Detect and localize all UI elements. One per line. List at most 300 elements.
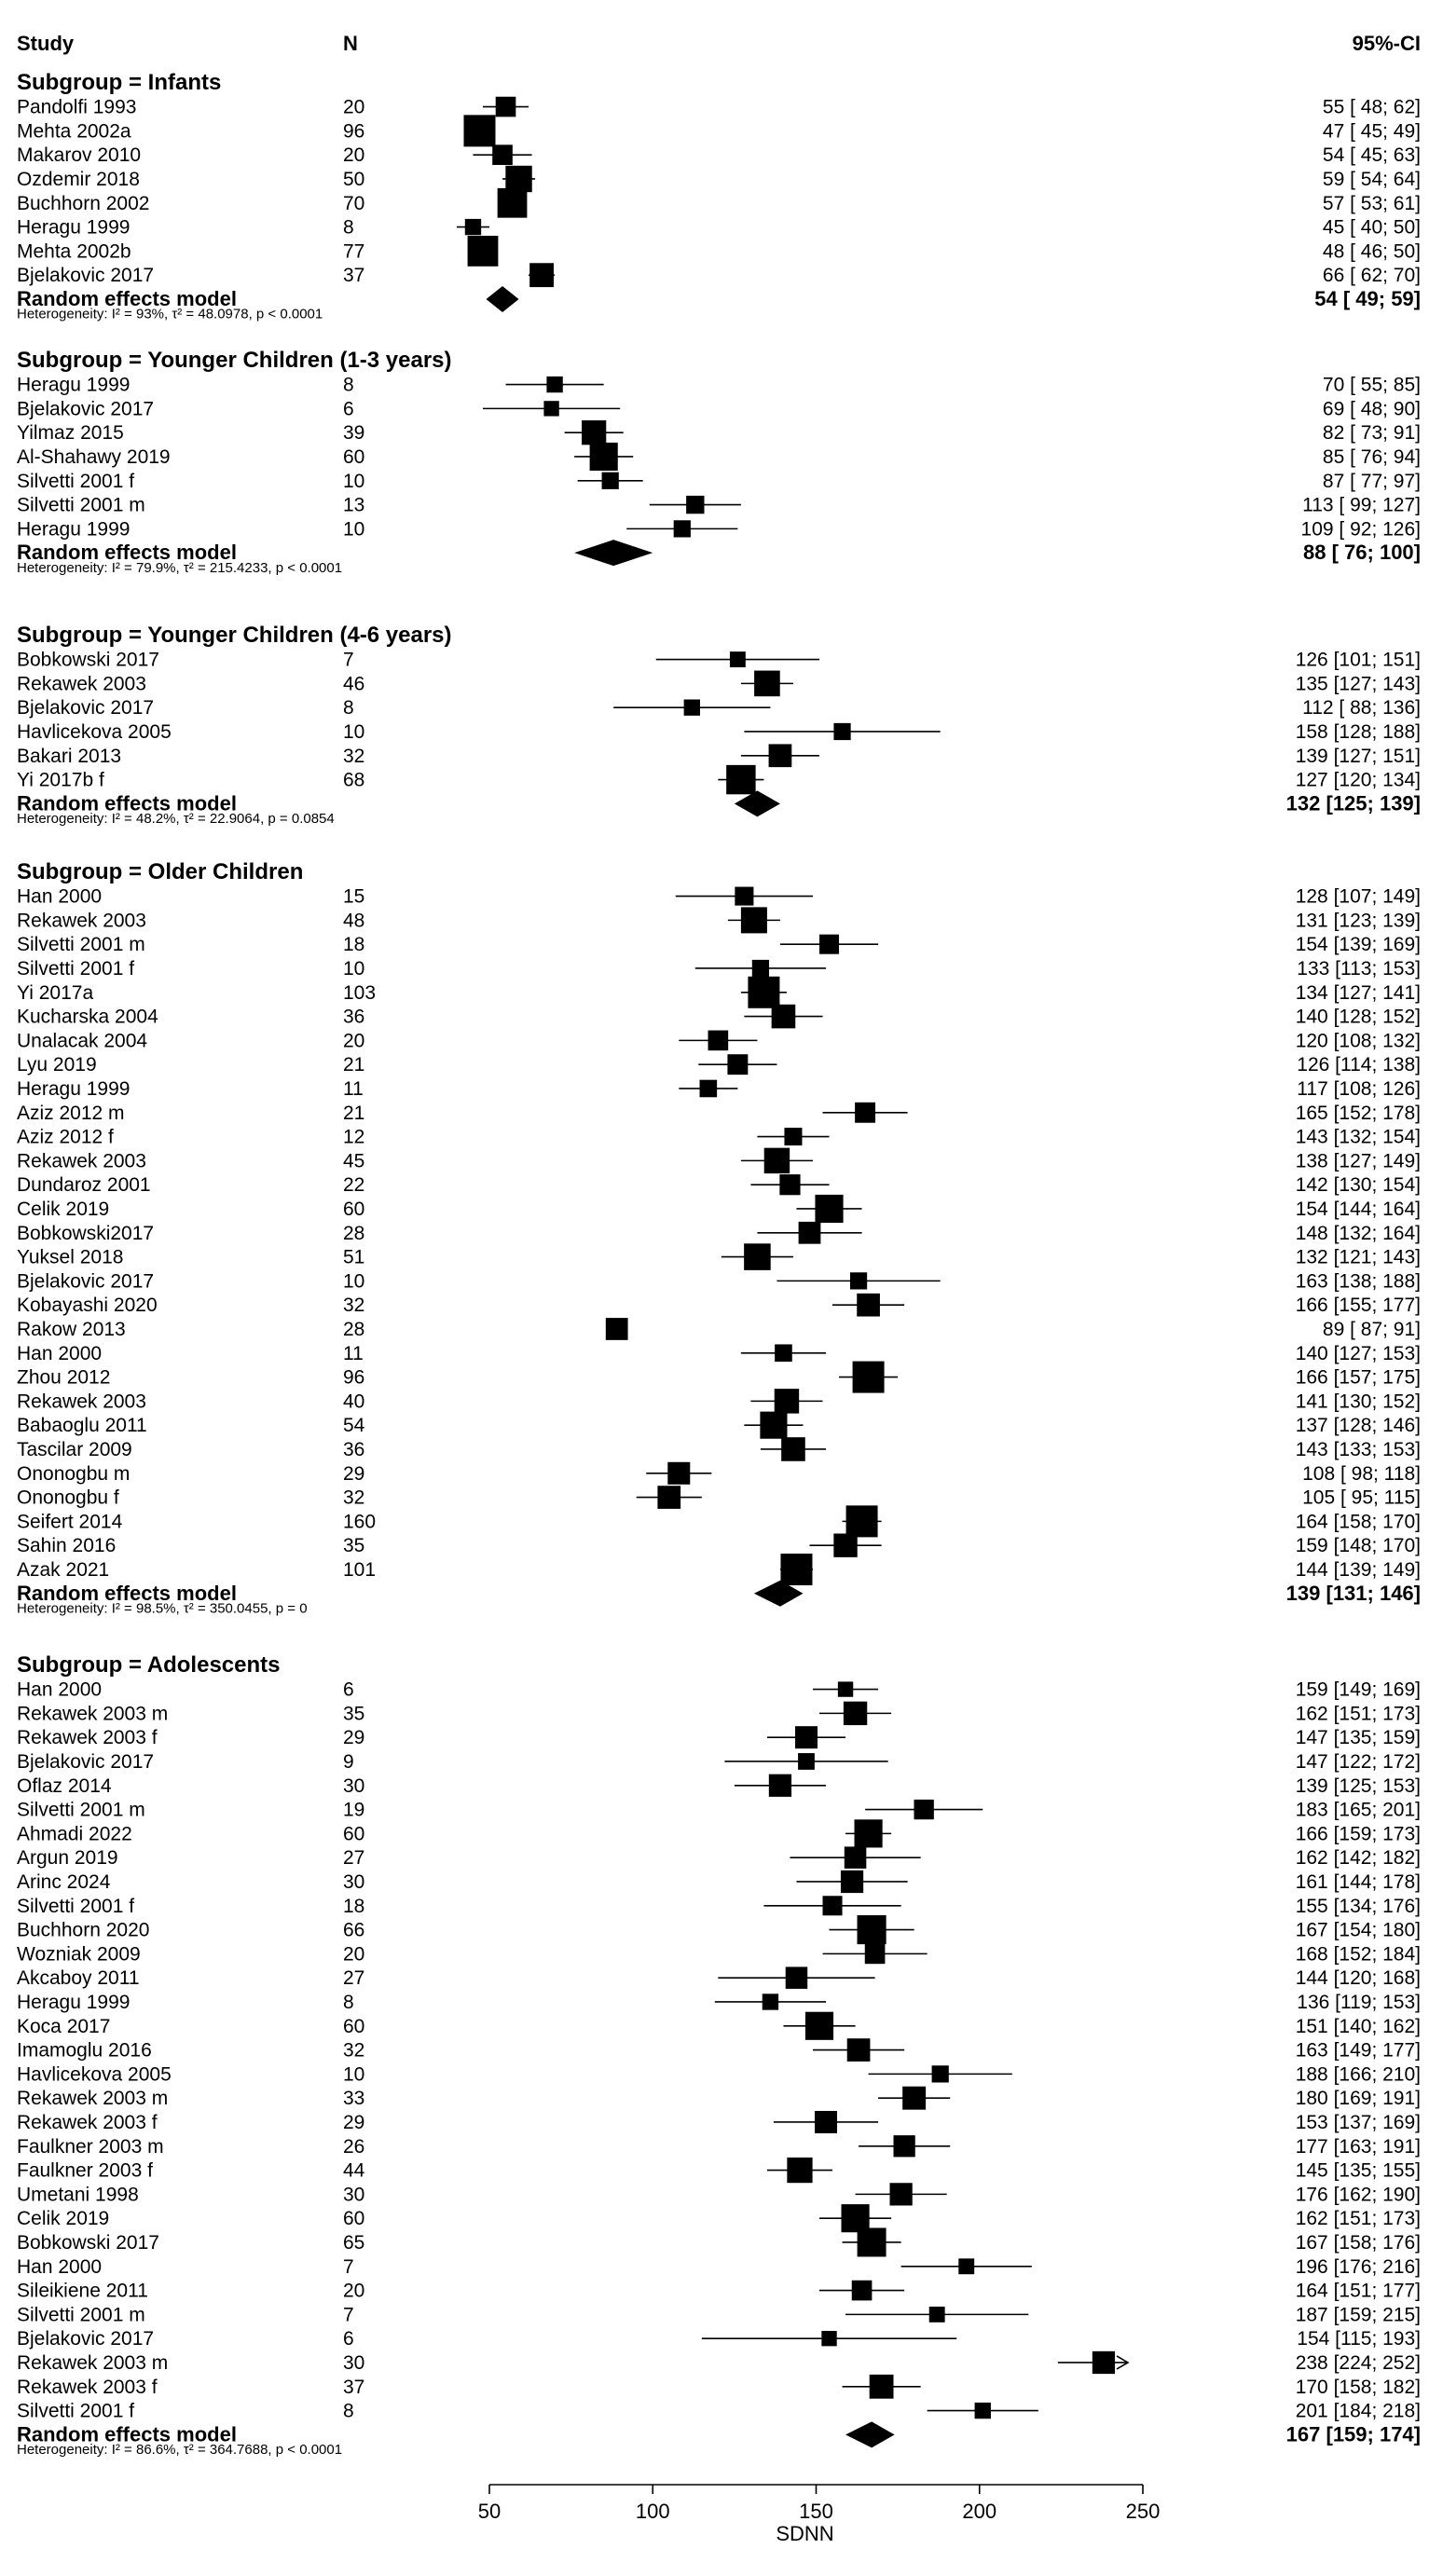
study-n: 29 [343, 2111, 365, 2133]
study-name: Akcaboy 2011 [17, 1967, 140, 1990]
study-name: Koca 2017 [17, 2015, 111, 2037]
study-name: Han 2000 [17, 885, 103, 908]
study-box [496, 97, 516, 117]
study-ci: 162 [151; 173] [1295, 1703, 1421, 1725]
study-ci: 47 [ 45; 49] [1322, 120, 1421, 143]
study-n: 60 [343, 445, 365, 468]
study-ci: 154 [115; 193] [1297, 2328, 1421, 2350]
study-name: Silvetti 2001 m [17, 934, 145, 956]
study-ci: 105 [ 95; 115] [1302, 1487, 1421, 1509]
study-name: Bjelakovic 2017 [17, 398, 155, 420]
study-box [744, 1243, 771, 1270]
study-ci: 89 [ 87; 91] [1322, 1318, 1421, 1340]
study-name: Umetani 1998 [17, 2184, 139, 2206]
study-ci: 154 [144; 164] [1295, 1198, 1421, 1220]
study-ci: 136 [119; 153] [1297, 1991, 1421, 2013]
study-ci: 108 [ 98; 118] [1302, 1462, 1421, 1485]
study-n: 15 [343, 885, 365, 908]
study-name: Buchhorn 2020 [17, 1919, 150, 1941]
study-name: Unalacak 2004 [17, 1030, 148, 1052]
subgroup-4 [17, 1652, 1421, 2458]
study-ci: 139 [127; 151] [1295, 745, 1421, 767]
study-name: Heragu 1999 [17, 216, 131, 239]
study-box [857, 1294, 880, 1317]
study-name: Celik 2019 [17, 2208, 110, 2230]
study-n: 50 [343, 168, 365, 190]
study-name: Dundaroz 2001 [17, 1174, 151, 1197]
study-name: Makarov 2010 [17, 144, 142, 167]
study-box [787, 2158, 812, 2183]
study-ci: 177 [163; 191] [1295, 2135, 1421, 2158]
study-name: Bjelakovic 2017 [17, 2328, 155, 2350]
study-name: Faulkner 2003 f [17, 2159, 153, 2182]
study-ci: 45 [ 40; 50] [1322, 216, 1421, 239]
study-n: 19 [343, 1799, 365, 1821]
study-ci: 135 [127; 143] [1295, 673, 1421, 695]
study-name: Bjelakovic 2017 [17, 1270, 155, 1293]
study-name: Lyu 2019 [17, 1054, 97, 1076]
study-n: 60 [343, 1198, 365, 1220]
study-box [492, 144, 513, 165]
study-box [726, 765, 755, 794]
study-n: 9 [343, 1750, 354, 1773]
study-n: 32 [343, 2039, 365, 2062]
study-ci: 161 [144; 178] [1295, 1870, 1421, 1893]
study-name: Sahin 2016 [17, 1535, 117, 1557]
study-n: 46 [343, 673, 365, 695]
study-name: Pandolfi 1993 [17, 96, 137, 118]
x-tick-label: 100 [635, 2500, 670, 2523]
study-box [846, 1505, 878, 1537]
study-box [775, 1389, 799, 1413]
study-n: 37 [343, 265, 365, 287]
study-box [546, 377, 562, 392]
study-name: Zhou 2012 [17, 1366, 111, 1389]
study-ci: 120 [108; 132] [1295, 1030, 1421, 1052]
study-box [894, 2135, 915, 2157]
study-n: 20 [343, 1030, 365, 1052]
study-ci: 143 [133; 153] [1295, 1438, 1421, 1460]
study-ci: 166 [157; 175] [1295, 1366, 1421, 1389]
study-n: 8 [343, 2400, 354, 2422]
study-ci: 180 [169; 191] [1295, 2088, 1421, 2110]
study-n: 10 [343, 1270, 365, 1293]
study-n: 21 [343, 1102, 365, 1124]
study-name: Babaoglu 2011 [17, 1415, 147, 1437]
study-n: 29 [343, 1462, 365, 1485]
study-ci: 82 [ 73; 91] [1322, 422, 1421, 445]
pooled-label: Random effects model [17, 2422, 237, 2446]
x-tick-label: 150 [799, 2500, 833, 2523]
study-name: Rekawek 2003 m [17, 1703, 169, 1725]
study-n: 27 [343, 1847, 365, 1870]
study-ci: 54 [ 45; 63] [1322, 144, 1421, 167]
pooled-ci: 139 [131; 146] [1285, 1581, 1421, 1605]
study-box [730, 651, 746, 667]
study-ci: 238 [224; 252] [1295, 2351, 1421, 2374]
study-name: Silvetti 2001 f [17, 470, 135, 492]
study-ci: 138 [127; 149] [1295, 1150, 1421, 1172]
study-box [855, 1103, 875, 1123]
heterogeneity-text: Heterogeneity: I² = 48.2%, τ² = 22.9064, p = 0.0854 [17, 810, 335, 827]
study-ci: 196 [176; 216] [1295, 2255, 1421, 2278]
study-name: Silvetti 2001 f [17, 1895, 135, 1917]
study-name: Ononogbu f [17, 1487, 119, 1509]
study-ci: 137 [128; 146] [1295, 1415, 1421, 1437]
study-box [852, 2281, 873, 2301]
study-ci: 132 [121; 143] [1295, 1246, 1421, 1268]
study-ci: 166 [159; 173] [1295, 1823, 1421, 1845]
pooled-ci: 88 [ 76; 100] [1303, 541, 1421, 565]
study-ci: 87 [ 77; 97] [1322, 470, 1421, 492]
study-n: 36 [343, 1438, 365, 1460]
study-box [764, 1148, 790, 1173]
study-ci: 126 [114; 138] [1297, 1054, 1421, 1076]
study-box [465, 219, 481, 235]
study-box [708, 1031, 729, 1051]
study-n: 44 [343, 2159, 365, 2182]
study-n: 8 [343, 374, 354, 396]
study-n: 36 [343, 1006, 365, 1028]
study-box [799, 1222, 821, 1244]
study-ci: 164 [158; 170] [1295, 1511, 1421, 1533]
study-name: Rekawek 2003 f [17, 1727, 158, 1749]
study-n: 30 [343, 2351, 365, 2374]
study-name: Bobkowski 2017 [17, 2231, 159, 2254]
study-name: Bobkowski 2017 [17, 649, 159, 671]
study-name: Bjelakovic 2017 [17, 697, 155, 719]
study-name: Bjelakovic 2017 [17, 1750, 155, 1773]
study-ci: 128 [107; 149] [1295, 885, 1421, 908]
study-box [932, 2065, 949, 2082]
study-box [805, 2012, 833, 2040]
study-name: Heragu 1999 [17, 374, 131, 396]
study-box [821, 2331, 836, 2346]
pooled-ci: 132 [125; 139] [1285, 791, 1421, 815]
study-box [819, 935, 839, 954]
study-ci: 70 [ 55; 85] [1322, 374, 1421, 396]
study-name: Silvetti 2001 f [17, 2400, 135, 2422]
study-box [823, 1896, 843, 1915]
study-box [815, 1195, 843, 1223]
study-n: 28 [343, 1318, 365, 1340]
subgroup-0 [17, 70, 1421, 322]
study-name: Mehta 2002a [17, 120, 131, 143]
study-box [853, 1362, 885, 1393]
study-n: 60 [343, 2208, 365, 2230]
study-name: Oflaz 2014 [17, 1774, 112, 1797]
study-name: Kobayashi 2020 [17, 1295, 158, 1317]
study-name: Rekawek 2003 m [17, 2088, 169, 2110]
study-name: Ahmadi 2022 [17, 1823, 132, 1845]
study-name: Kucharska 2004 [17, 1006, 158, 1028]
study-ci: 183 [165; 201] [1295, 1799, 1421, 1821]
study-ci: 113 [ 99; 127] [1302, 494, 1421, 516]
study-ci: 141 [130; 152] [1295, 1391, 1421, 1413]
study-box [498, 188, 528, 218]
study-ci: 140 [128; 152] [1295, 1006, 1421, 1028]
study-ci: 48 [ 46; 50] [1322, 240, 1421, 263]
study-name: Havlicekova 2005 [17, 2063, 172, 2086]
study-name: Seifert 2014 [17, 1511, 123, 1533]
study-ci: 144 [139; 149] [1295, 1558, 1421, 1581]
header-ci: 95%-CI [1352, 32, 1421, 55]
study-n: 77 [343, 240, 365, 263]
heterogeneity-text: Heterogeneity: I² = 93%, τ² = 48.0978, p < 0.0001 [17, 306, 323, 322]
study-name: Silvetti 2001 f [17, 957, 135, 980]
study-name: Han 2000 [17, 1679, 103, 1701]
study-n: 6 [343, 2328, 354, 2350]
study-n: 26 [343, 2135, 365, 2158]
forest-rows [17, 70, 1421, 2458]
study-name: Aziz 2012 m [17, 1102, 125, 1124]
study-box [833, 723, 850, 740]
study-n: 10 [343, 957, 365, 980]
study-ci: 188 [166; 210] [1295, 2063, 1421, 2086]
study-n: 30 [343, 1870, 365, 1893]
study-box [795, 1726, 818, 1748]
heterogeneity-text: Heterogeneity: I² = 98.5%, τ² = 350.0455, p = 0 [17, 1600, 308, 1617]
study-box [769, 744, 792, 767]
study-n: 7 [343, 2255, 354, 2278]
pooled-label: Random effects model [17, 286, 237, 310]
study-ci: 85 [ 76; 94] [1322, 445, 1421, 468]
study-ci: 168 [152; 184] [1295, 1943, 1421, 1966]
study-n: 101 [343, 1558, 377, 1581]
pooled-diamond [486, 286, 518, 312]
study-ci: 126 [101; 151] [1295, 649, 1421, 671]
study-box [780, 1554, 812, 1585]
study-n: 20 [343, 2280, 365, 2302]
study-n: 60 [343, 2015, 365, 2037]
study-n: 40 [343, 1391, 365, 1413]
study-box [850, 1272, 867, 1289]
study-box [674, 520, 691, 537]
subgroup-3 [17, 859, 1421, 1616]
study-box [686, 496, 704, 514]
study-ci: 140 [127; 153] [1295, 1342, 1421, 1364]
study-ci: 147 [122; 172] [1295, 1750, 1421, 1773]
heterogeneity-text: Heterogeneity: I² = 79.9%, τ² = 215.4233, p < 0.0001 [17, 559, 343, 576]
study-name: Yuksel 2018 [17, 1246, 124, 1268]
study-n: 7 [343, 649, 354, 671]
study-ci: 154 [139; 169] [1295, 934, 1421, 956]
study-box [784, 1128, 802, 1145]
study-name: Bjelakovic 2017 [17, 265, 155, 287]
study-name: Rekawek 2003 f [17, 2111, 158, 2133]
study-box [914, 1800, 933, 1819]
study-n: 51 [343, 1246, 365, 1268]
study-box [657, 1486, 680, 1509]
study-box [1093, 2351, 1115, 2374]
study-box [890, 2183, 913, 2205]
study-ci: 153 [137; 169] [1295, 2111, 1421, 2133]
x-axis [478, 2485, 1161, 2545]
study-box [929, 2307, 945, 2323]
study-n: 96 [343, 1366, 365, 1389]
study-ci: 166 [155; 177] [1295, 1295, 1421, 1317]
study-name: Aziz 2012 f [17, 1126, 114, 1148]
study-ci: 176 [162; 190] [1295, 2184, 1421, 2206]
study-name: Silvetti 2001 m [17, 1799, 145, 1821]
study-ci: 148 [132; 164] [1295, 1222, 1421, 1244]
study-n: 33 [343, 2088, 365, 2110]
study-box [815, 2111, 837, 2133]
study-ci: 131 [123; 139] [1295, 910, 1421, 932]
study-n: 45 [343, 1150, 365, 1172]
study-n: 8 [343, 216, 354, 239]
study-name: Yilmaz 2015 [17, 422, 124, 445]
study-n: 103 [343, 981, 377, 1004]
study-box [775, 1344, 792, 1362]
study-ci: 57 [ 53; 61] [1322, 192, 1421, 214]
study-ci: 59 [ 54; 64] [1322, 168, 1421, 190]
study-name: Rekawek 2003 f [17, 2376, 158, 2398]
study-name: Argun 2019 [17, 1847, 118, 1870]
study-n: 10 [343, 720, 365, 743]
study-name: Silvetti 2001 m [17, 494, 145, 516]
study-n: 11 [343, 1342, 364, 1364]
study-ci: 112 [ 88; 136] [1302, 697, 1421, 719]
study-n: 30 [343, 1774, 365, 1797]
study-ci: 133 [113; 153] [1297, 957, 1421, 980]
study-n: 10 [343, 470, 365, 492]
study-name: Mehta 2002b [17, 240, 131, 263]
study-ci: 143 [132; 154] [1295, 1126, 1421, 1148]
study-n: 54 [343, 1415, 365, 1437]
study-n: 20 [343, 1943, 365, 1966]
subgroup-2 [17, 623, 1421, 827]
pooled-label: Random effects model [17, 1581, 237, 1605]
study-ci: 159 [149; 169] [1295, 1679, 1421, 1701]
study-box [468, 236, 499, 267]
study-n: 35 [343, 1535, 365, 1557]
study-name: Bakari 2013 [17, 745, 122, 767]
study-ci: 163 [149; 177] [1295, 2039, 1421, 2062]
study-name: Rakow 2013 [17, 1318, 126, 1340]
study-n: 70 [343, 192, 365, 214]
study-n: 6 [343, 1679, 354, 1701]
study-box [779, 1174, 800, 1195]
study-name: Rekawek 2003 m [17, 2351, 169, 2374]
study-n: 8 [343, 697, 354, 719]
study-box [845, 1846, 867, 1869]
study-ci: 201 [184; 218] [1295, 2400, 1421, 2422]
heterogeneity-text: Heterogeneity: I² = 86.6%, τ² = 364.7688, p < 0.0001 [17, 2441, 343, 2458]
study-ci: 162 [151; 173] [1295, 2208, 1421, 2230]
study-n: 28 [343, 1222, 365, 1244]
study-box [700, 1080, 718, 1098]
x-axis-title: SDNN [776, 2522, 834, 2545]
study-box [855, 1819, 883, 1847]
study-name: Rekawek 2003 [17, 910, 146, 932]
study-box [606, 1318, 628, 1340]
study-n: 32 [343, 1487, 365, 1509]
study-n: 10 [343, 2063, 365, 2086]
study-box [763, 1994, 778, 2009]
study-ci: 164 [151; 177] [1295, 2280, 1421, 2302]
study-n: 37 [343, 2376, 365, 2398]
study-name: Heragu 1999 [17, 1991, 131, 2013]
study-name: Havlicekova 2005 [17, 720, 172, 743]
study-n: 60 [343, 1823, 365, 1845]
study-box [752, 960, 769, 977]
study-n: 65 [343, 2231, 365, 2254]
study-box [838, 1681, 853, 1696]
study-name: Al-Shahawy 2019 [17, 445, 171, 468]
study-n: 12 [343, 1126, 365, 1148]
study-ci: 167 [158; 176] [1295, 2231, 1421, 2254]
study-ci: 142 [130; 154] [1295, 1174, 1421, 1197]
study-box [684, 699, 700, 715]
study-name: Sileikiene 2011 [17, 2280, 148, 2302]
study-ci: 55 [ 48; 62] [1322, 96, 1421, 118]
study-ci: 69 [ 48; 90] [1322, 398, 1421, 420]
study-box [841, 1870, 863, 1893]
study-n: 11 [343, 1077, 364, 1100]
study-name: Ozdemir 2018 [17, 168, 140, 190]
study-ci: 158 [128; 188] [1295, 720, 1421, 743]
study-n: 35 [343, 1703, 365, 1725]
study-ci: 66 [ 62; 70] [1322, 265, 1421, 287]
subgroup-label: Subgroup = Older Children [17, 859, 304, 884]
pooled-ci: 54 [ 49; 59] [1314, 286, 1421, 310]
study-ci: 151 [140; 162] [1295, 2015, 1421, 2037]
study-n: 32 [343, 745, 365, 767]
study-ci: 155 [134; 176] [1295, 1895, 1421, 1917]
study-name: Rekawek 2003 [17, 673, 146, 695]
study-n: 48 [343, 910, 365, 932]
study-box [667, 1462, 690, 1485]
header-study: Study [17, 32, 75, 55]
study-name: Celik 2019 [17, 1198, 110, 1220]
study-box [543, 401, 558, 416]
study-name: Arinc 2024 [17, 1870, 111, 1893]
study-box [735, 887, 753, 906]
study-box [858, 2227, 886, 2256]
subgroup-label: Subgroup = Younger Children (4-6 years) [17, 623, 452, 648]
study-n: 32 [343, 1295, 365, 1317]
study-name: Yi 2017b f [17, 769, 104, 791]
pooled-diamond [735, 790, 780, 816]
study-n: 18 [343, 934, 365, 956]
study-n: 18 [343, 1895, 365, 1917]
study-n: 39 [343, 422, 365, 445]
study-n: 96 [343, 120, 365, 143]
study-n: 22 [343, 1174, 365, 1197]
pooled-label: Random effects model [17, 791, 237, 815]
study-box [590, 443, 618, 471]
study-n: 13 [343, 494, 365, 516]
study-box [754, 671, 780, 697]
study-n: 8 [343, 1991, 354, 2013]
study-n: 7 [343, 2304, 354, 2326]
study-name: Rekawek 2003 [17, 1391, 146, 1413]
study-ci: 147 [135; 159] [1295, 1727, 1421, 1749]
study-ci: 134 [127; 141] [1295, 981, 1421, 1004]
pooled-diamond [845, 2421, 895, 2447]
study-n: 6 [343, 398, 354, 420]
pooled-diamond [574, 540, 653, 566]
study-name: Faulkner 2003 m [17, 2135, 164, 2158]
study-ci: 144 [120; 168] [1295, 1967, 1421, 1990]
study-name: Tascilar 2009 [17, 1438, 132, 1460]
study-name: Wozniak 2009 [17, 1943, 141, 1966]
study-ci: 167 [154; 180] [1295, 1919, 1421, 1941]
pooled-ci: 167 [159; 174] [1285, 2422, 1421, 2446]
study-name: Heragu 1999 [17, 518, 131, 541]
study-n: 20 [343, 144, 365, 167]
